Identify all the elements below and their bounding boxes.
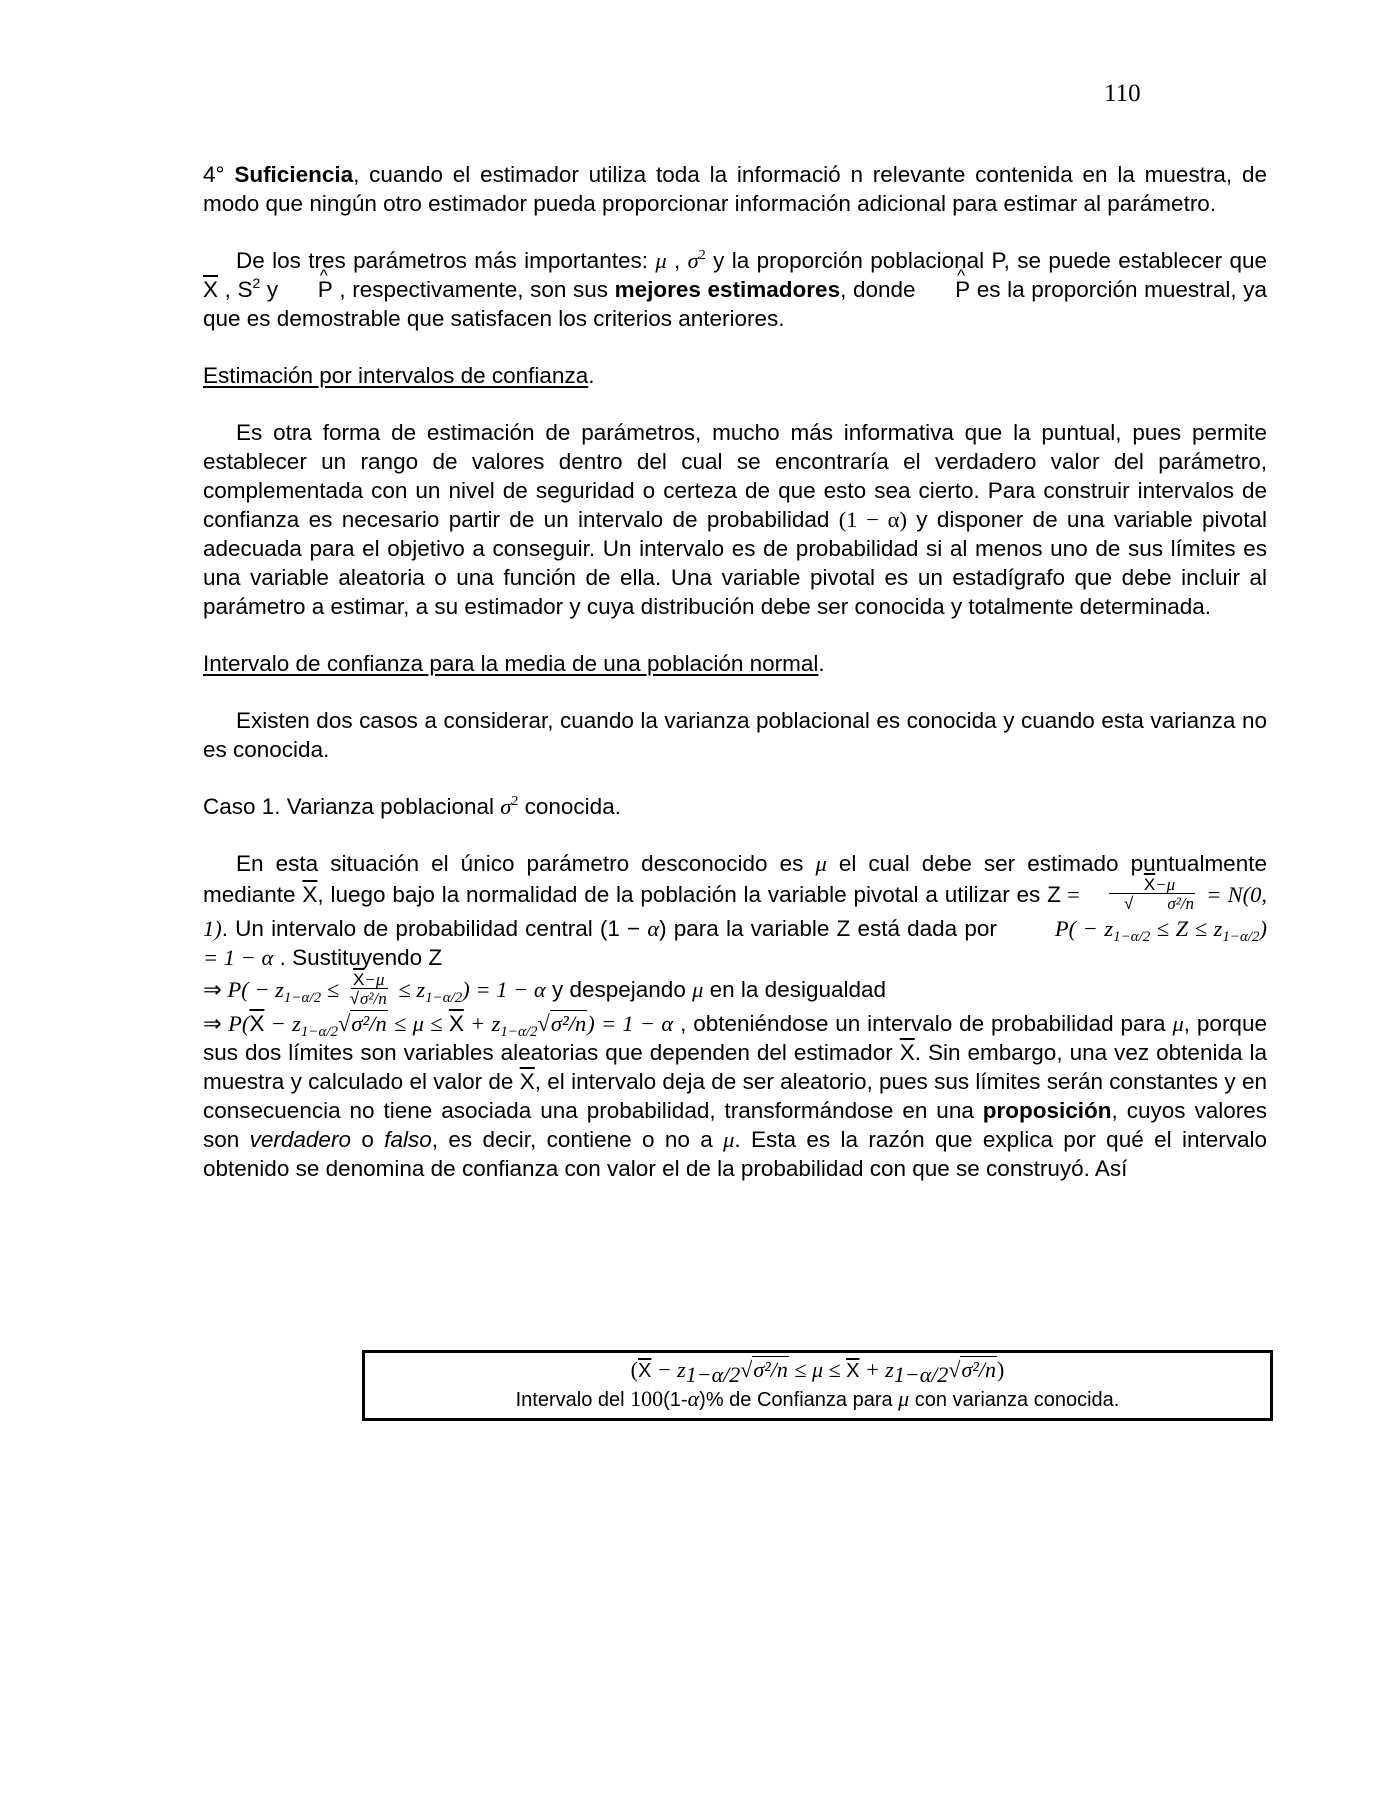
paragraph-interval-estimation: Es otra forma de estimación de parámetros, mucho más informativa que la puntual, pues permite establecer un rango de valores dentro del cual se encontraría el verdadero valor del parámetro, complementada con un nivel de seguridad o certeza de que esto sea cierto. Para construir intervalos de confianza es necesario partir de un intervalo de probabilidad (1 − α) y disponer de una variable pivotal adecuada para el objetivo a conseguir. Un intervalo es de probabilidad si al menos uno de sus límites es una variable aleatoria o una función de ella. Una variable pivotal es un estadígrafo que debe incluir al parámetro a estimar, a su estimador y cuya distribución debe ser conocida y totalmente determinada. xyxy=(203,420,1268,619)
paragraph-interval-derivation: ⇒ $P(\overline{X} - z_{1-\alpha/2}√\sigma^2/n \le \mu \le \overline{X} + z_{1-\alpha/2}√\sigma^2/n) = 1 - \alpha$ , obteniéndose un intervalo de probabilidad para μ, porque sus dos límites son variables aleatorias que dependen del estimador $\overline{X}$. Sin embargo, una vez obtenida la muestra y calculado el valor de $\overline{X}$, el intervalo deja de ser aleatorio, pues sus límites serán constantes y en consecuencia no tiene asociada una probabilidad, transformándose en una proposición, cuyos valores son verdadero o falso, es decir, contiene o no a μ. Esta es la razón que explica por qué el intervalo obtenido se denomina de confianza con valor el de la probabilidad con que se construyó. Así xyxy=(203,1011,1268,1182)
page-body xyxy=(203,160,1267,1183)
paragraph-two-cases: Existen dos casos a considerar, cuando la varianza poblacional es conocida y cuando esta varianza no es conocida. xyxy=(203,708,1267,762)
pivotal-fraction: $\frac{\overline{X}-\mu}{\text{√ σ²/n}}$ xyxy=(1089,876,1197,912)
paragraph-best-estimators: De los tres parámetros más importantes: μ , $\sigma^2$ y la proporción poblacional P, se puede establecer que $\overline{X}$ , $S^2$ y ^ P , respectivamente, son sus mejores estimadores, donde ^ P es la proporción muestral, ya que es demostrable que satisfacen los criterios anteriores. xyxy=(203,246,1267,333)
page-number: 110 xyxy=(1104,80,1141,107)
result-box-confidence-interval xyxy=(362,1350,1273,1421)
case-1-heading: Caso 1. Varianza poblacional $\sigma^2$ conocida. xyxy=(203,794,621,819)
boxed-formula: $(\overline{X} - z_{1-\alpha/2}√\sigma^2/n \le \mu \le \overline{X} + z_{1-\alpha/2}√\sigma^2/n)$ xyxy=(630,1357,1005,1387)
equation-substitution: ⇒ $P( - z_{1-\alpha/2}$ ≤ $\frac{\overline{X}-\mu}{\text{√σ²/n}}$ ≤ $z_{1-\alpha/2}) = 1 - \alpha$ y despejando μ en la desigualdad xyxy=(203,970,887,1009)
boxed-caption: Intervalo del 100(1-α)% de Confianza para μ con varianza conocida. xyxy=(515,1386,1120,1411)
paragraph-sufficiency: 4° Suficiencia, cuando el estimador utiliza toda la informació n relevante contenida en la muestra, de modo que ningún otro estimador pueda proporcionar información adicional para estimar al parámetro. xyxy=(203,162,1267,216)
section-heading-confidence-intervals: Estimación por intervalos de confianza. xyxy=(203,363,595,388)
paragraph-case-1: En esta situación el único parámetro desconocido es μ el cual debe ser estimado puntualmente mediante $\overline{X}$, luego bajo la normalidad de la población la variable pivotal a utilizar es Z = $\frac{\overline{X}-\mu}{\text{√ σ²/n}}$ = N(0, 1). Un intervalo de probabilidad central (1 − α) para la variable Z está dada por $P( - z_{1-\alpha/2} \le Z \le z_{1-\alpha/2}) = 1 - \alpha$ . Sustituyendo Z xyxy=(203,851,1268,970)
section-heading-mean-normal-population: Intervalo de confianza para la media de una población normal. xyxy=(203,651,825,676)
